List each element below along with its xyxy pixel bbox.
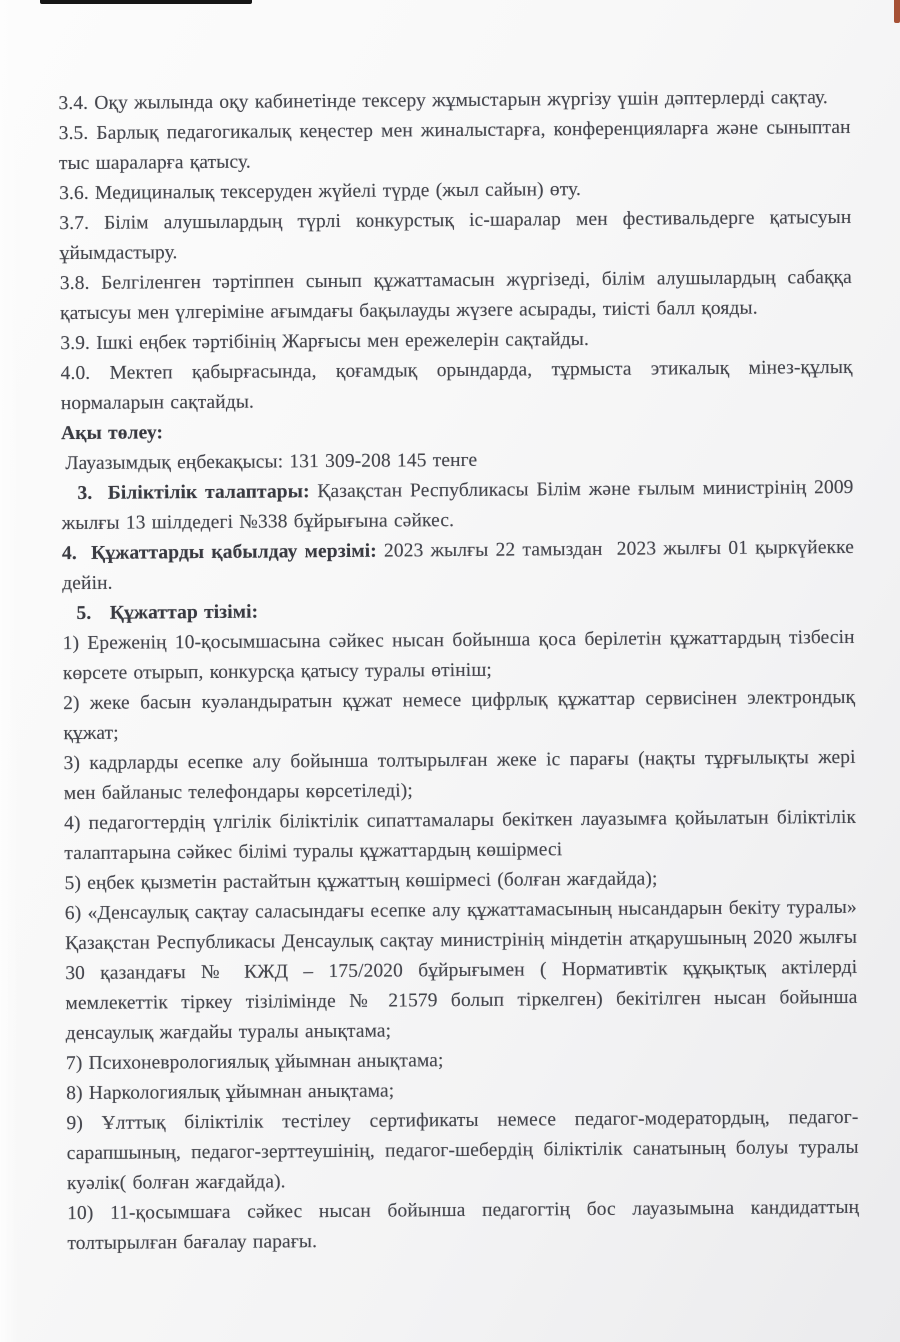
paragraph-p-doc-9 [66, 1103, 859, 1199]
paragraph-text: 2) жеке басын куәландыратын құжат немесе цифрлық құжаттар сервисінен электрондық құжат; [63, 686, 856, 745]
paragraph-p-3-5 [59, 113, 851, 179]
paragraph-text: 3) кадрларды есепке алу бойынша толтырылған жеке іс парағы (нақты тұрғылықты жері мен байланыс телефондары көрсетіледі); [63, 746, 856, 805]
paragraph-p-3-7 [59, 203, 851, 269]
paragraph-text: 2023 жылғы 22 тамыздан 2023 жылғы 01 қыркүйекке дейін. [62, 536, 855, 595]
paragraph-p-doc-2 [63, 683, 855, 749]
paragraph-text: 10) 11-қосымшаға сәйкес нысан бойынша педагогтің бос лауазымына кандидаттың толтырылған бағалау парағы. [67, 1196, 860, 1255]
paragraph-text: 3.7. Білім алушылардың түрлі конкурстық іс-шаралар мен фестивальдерге қатысуын ұйымдастыру. [59, 206, 852, 265]
paragraph-p-doc-3 [64, 743, 856, 809]
paragraph-lead: 5. Құжаттар тізімі: [76, 601, 259, 624]
paragraph-text: 3.6. Медициналық тексеруден жүйелі түрде (жыл сайын) өту. [59, 179, 582, 205]
document-text [58, 83, 859, 1259]
paragraph-p-item-4 [62, 533, 854, 599]
paragraph-text: Лауазымдық еңбекақысы: 131 309-208 145 тенге [65, 449, 478, 475]
paragraph-text: 4.0. Мектеп қабырғасында, қоғамдық орындарда, тұрмыста этикалық мінез-құлық нормаларын сақтайды. [60, 356, 853, 415]
paragraph-text: Қазақстан Республикасы Білім және ғылым министрінің 2009 жылғы 13 шілдедегі №338 бұйрығына сәйкес. [61, 476, 854, 535]
paragraph-text: 5) еңбек қызметін растайтын құжаттың көшірмесі (болған жағдайда); [64, 868, 658, 895]
paragraph-text: 3.4. Оқу жылында оқу кабинетінде тексеру жұмыстарын жүргізу үшін дәптерлерді сақтау. [58, 87, 828, 115]
paragraph-lead: Ақы төлеу: [60, 422, 164, 445]
paragraph-text: 3.5. Барлық педагогикалық кеңестер мен жиналыстарға, конференцияларға және сыныптан тыс шараларға қатысу. [58, 116, 851, 175]
scan-top-edge-line [40, 0, 252, 4]
paragraph-text: 8) Наркологиялық ұйымнан анықтама; [66, 1080, 395, 1105]
scan-corner-mark [894, 0, 900, 23]
paragraph-text: 9) Ұлттық біліктілік тестілеу сертификаты немесе педагог-модератордың, педагог-сарапшының, педагог-зерттеушінің, педагог-шебердің біліктілік санатының болуы туралы куәлік( болған жағдайда). [66, 1106, 859, 1195]
paragraph-text: 1) Ереженің 10-қосымшасына сәйкес нысан бойынша қоса берілетін құжаттардың тізбесін көрсете отырып, конкурсқа қатысу туралы өтініш; [62, 626, 855, 685]
paragraph-lead: 4. Құжаттарды қабылдау мерзімі: [61, 540, 377, 565]
paragraph-p-doc-10 [67, 1193, 859, 1259]
paragraph-text: 3.8. Белгіленген тәртіппен сынып құжаттамасын жүргізеді, білім алушылардың сабаққа қатысуы мен үлгеріміне ағымдағы бақылауды жүзеге асырады, тиісті балл қояды. [59, 266, 852, 325]
paragraph-lead: 3. Біліктілік талаптары: [77, 481, 310, 504]
paragraph-p-item-3 [61, 473, 853, 539]
paragraph-text: 4) педагогтердің үлгілік біліктілік сипаттамалары бекіткен лауазымға қойылатын біліктілік талаптарына сәйкес білімі туралы құжаттардың көшірмесі [64, 806, 857, 865]
paragraph-text: 7) Психоневрологиялық ұйымнан анықтама; [65, 1050, 444, 1075]
paragraph-p-doc-1 [63, 623, 855, 689]
paragraph-text: 6) «Денсаулық сақтау саласындағы есепке алу құжаттамасының нысандарын бекіту туралы» Қазақстан Республикасы Денсаулық сақтау министрінің міндетін атқарушының 2020 жылғы 30 қазандағы № КЖД – 175/2020 бұйрығымен ( Нормативтік құқықтық актілерді мемлекеттік тіркеу тізілімінде № 21579 болып тіркелген) бекітілген нысан бойынша денсаулық жағдайы туралы анықтама; [64, 896, 858, 1045]
paragraph-p-doc-4 [64, 803, 856, 869]
paragraph-p-4-0 [60, 353, 852, 419]
paragraph-p-doc-6 [65, 893, 858, 1049]
paragraph-text: 3.9. Ішкі еңбек тәртібінің Жарғысы мен ережелерін сақтайды. [60, 328, 589, 355]
paragraph-p-3-8 [60, 263, 852, 329]
